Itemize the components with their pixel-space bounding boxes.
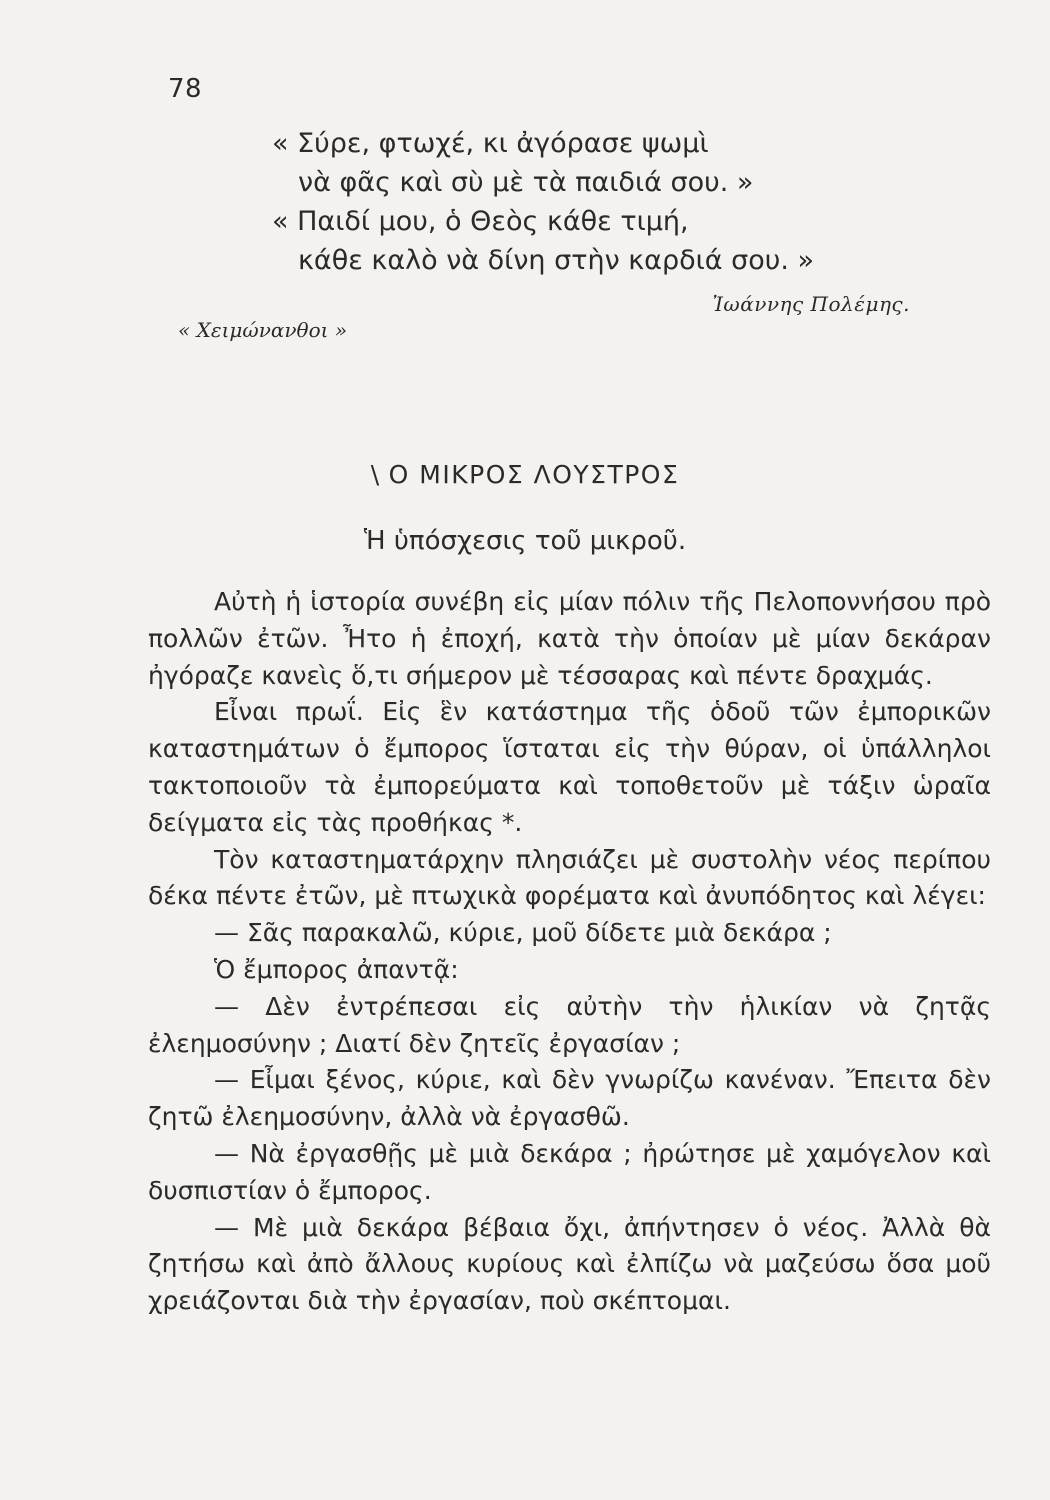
page-number: 78 — [168, 74, 203, 104]
poem-line: νὰ φᾶς καὶ σὺ μὲ τὰ παιδιά σου. » — [298, 167, 754, 198]
paragraph: — Νὰ ἐργασθῇς μὲ μιὰ δεκάρα ; ἠρώτησε μὲ χαμόγελον καὶ δυσπιστίαν ὁ ἔμπορος. — [148, 1138, 991, 1205]
paragraph: Αὐτὴ ἡ ἱστορία συνέβη εἰς μίαν πόλιν τῆς Πελοποννήσου πρὸ πολλῶν ἐτῶν. Ἦτο ἡ ἐποχή, κατὰ τὴν ὁποίαν μὲ μίαν δεκάραν ἠγόραζε κανεὶς ὅ,τι σήμερον μὲ τέσσαρας καὶ πέντε δραχμάς. — [148, 587, 991, 690]
paragraph: Εἶναι πρωΐ. Εἰς ἓν κατάστημα τῆς ὁδοῦ τῶν ἐμπορικῶν καταστημάτων ὁ ἔμπορος ἵσταται εἰς τὴν θύραν, οἱ ὑπάλληλοι τακτοποιοῦν τὰ ἐμπορεύματα καὶ τοποθετοῦν μὲ τάξιν ὡραῖα δείγματα εἰς τὰς προθήκας *. — [148, 697, 991, 837]
chapter-number: \ — [370, 460, 381, 489]
poem-author: Ἰωάννης Πολέμης. — [712, 292, 910, 316]
poem-line: « Σύρε, φτωχέ, κι ἀγόρασε ψωμὶ — [272, 128, 709, 159]
poem-source: « Χειμώνανθοι » — [178, 318, 348, 342]
story-text — [148, 584, 991, 1320]
paragraph: Τὸν καταστηματάρχην πλησιάζει μὲ συστολὴν νέος περίπου δέκα πέντε ἐτῶν, μὲ πτωχικὰ φορέματα καὶ ἀνυπόδητος καὶ λέγει: — [148, 844, 991, 911]
chapter-title-text: Ο ΜΙΚΡΟΣ ΛΟΥΣΤΡΟΣ — [388, 460, 680, 489]
poem-line: « Παιδί μου, ὁ Θεὸς κάθε τιμή, — [272, 206, 689, 237]
paragraph: — Δὲν ἐντρέπεσαι εἰς αὐτὴν τὴν ἡλικίαν νὰ ζητᾷς ἐλεημοσύνην ; Διατί δὲν ζητεῖς ἐργασίαν ; — [148, 991, 991, 1058]
paragraph: — Εἶμαι ξένος, κύριε, καὶ δὲν γνωρίζω κανέναν. Ἔπειτα δὲν ζητῶ ἐλεημοσύνην, ἀλλὰ νὰ ἐργασθῶ. — [148, 1065, 991, 1132]
paragraph: — Σᾶς παρακαλῶ, κύριε, μοῦ δίδετε μιὰ δεκάρα ; — [214, 918, 832, 948]
paragraph: — Μὲ μιὰ δεκάρα βέβαια ὄχι, ἀπήντησεν ὁ νέος. Ἀλλὰ θὰ ζητήσω καὶ ἀπὸ ἄλλους κυρίους καὶ ἐλπίζω νὰ μαζεύσω ὅσα μοῦ χρειάζονται διὰ τὴν ἐργασίαν, ποὺ σκέπτομαι. — [148, 1212, 991, 1316]
paragraph: Ὁ ἔμπορος ἀπαντᾷ: — [214, 954, 459, 984]
chapter-subtitle: Ἡ ὑπόσχεσις τοῦ μικροῦ. — [363, 526, 687, 556]
poem-epigraph — [272, 124, 814, 280]
chapter-title — [0, 460, 1050, 489]
poem-line: κάθε καλὸ νὰ δίνη στὴν καρδιά σου. » — [298, 245, 815, 276]
